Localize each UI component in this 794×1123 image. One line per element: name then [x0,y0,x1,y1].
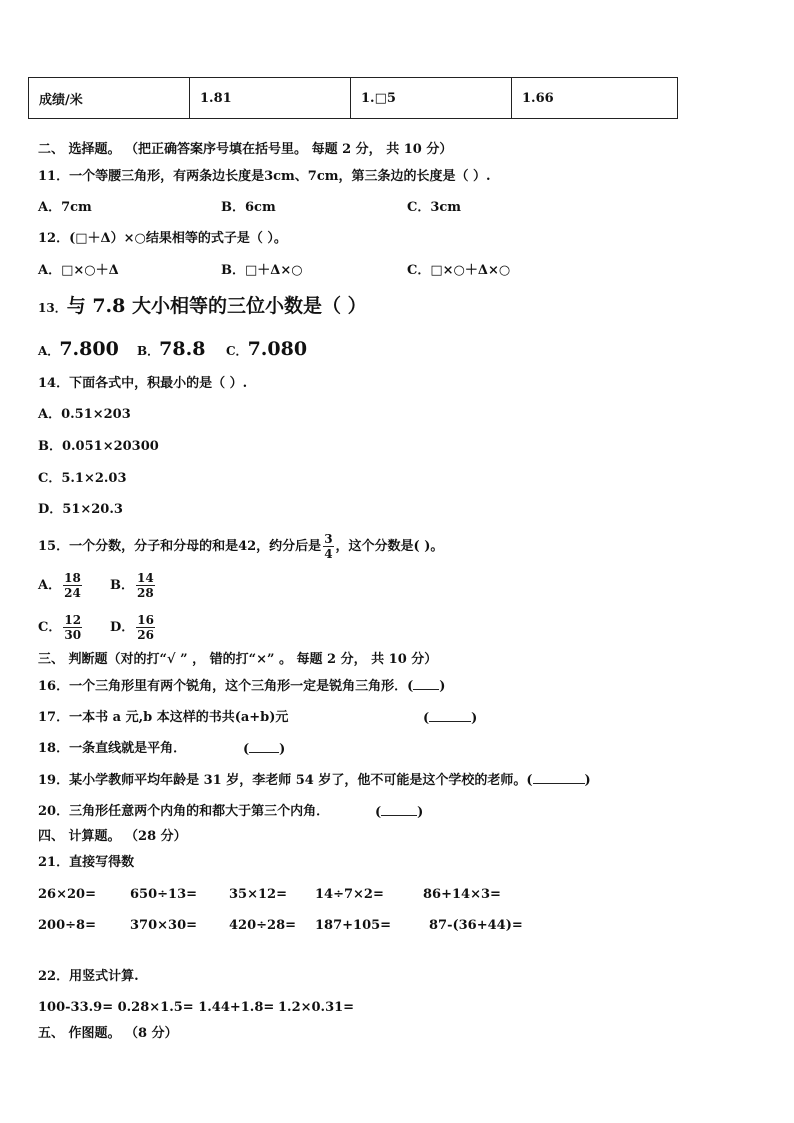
question-18-stem: 18．一条直线就是平角． [38,741,187,756]
calc-item: 100-33.9= 0.28×1.5= 1.44+1.8= [38,1000,275,1015]
fraction-numerator: 16 [137,613,154,627]
open-paren: ( [243,742,250,757]
open-paren: ( [375,805,382,820]
question-19 [38,771,591,790]
fraction-numerator: 3 [324,532,333,546]
fraction-numerator: 14 [137,571,154,585]
q11-option-a: A．7cm [38,200,92,215]
answer-blank[interactable] [429,709,471,722]
fraction [136,613,155,642]
question-13-stem: 与 7.8 大小相等的三位小数是（ ） [66,295,367,317]
q15-option-c [38,612,84,644]
q13-option-b [137,337,205,364]
option-value: 7.800 [59,338,119,360]
answer-blank[interactable] [249,740,279,753]
calc-item: 370×30= [130,918,198,933]
q14-option-d: D．51×20.3 [38,502,123,517]
section-heading-draw: 五、 作图题。 （8 分） [38,1026,178,1041]
option-value: 7.080 [247,338,308,360]
question-13 [38,294,367,321]
calc-item: 86+14×3= [423,887,501,902]
q15-option-b [110,570,157,602]
q15-stem-pre: 15．一个分数，分子和分母的和是42，约分后是 [38,539,322,554]
option-label: B． [110,578,134,593]
answer-blank[interactable] [381,803,417,816]
question-17-stem: 17．一本书 a 元,b 本这样的书共(a+b)元 [38,710,289,725]
option-label: C． [38,620,62,635]
close-paren: ) [439,679,446,694]
calc-item: 187+105= [315,918,392,933]
fraction-denominator: 26 [137,628,154,642]
fraction-denominator: 30 [64,628,82,642]
close-paren: ) [279,742,286,757]
q15-option-a [38,570,84,602]
table-cell: 1.□5 [351,78,512,119]
section-heading-choice: 二、 选择题。 （把正确答案序号填在括号里。 每题 2 分， 共 10 分） [38,142,453,157]
table-cell: 1.81 [190,78,351,119]
question-17-answer [423,709,477,728]
question-20-stem: 20．三角形任意两个内角的和都大于第三个内角． [38,804,330,819]
question-16 [38,677,445,696]
open-paren: ( [423,711,430,726]
q11-option-b: B．6cm [221,200,276,215]
section-heading-calc: 四、 计算题。 （28 分） [38,829,187,844]
question-19-stem: 19．某小学教师平均年龄是 31 岁，李老师 54 岁了，他不可能是这个学校的老师。( [38,773,533,788]
score-table [28,77,678,119]
fraction-numerator: 12 [64,613,82,627]
q14-option-c: C．5.1×2.03 [38,471,127,486]
calc-item: 35×12= [229,887,287,902]
q12-option-a: A．□×○＋Δ [38,263,119,278]
option-label: B． [137,344,160,358]
question-20-answer [375,803,423,822]
option-value: 78.8 [159,338,206,360]
q11-option-c: C．3cm [407,200,462,215]
calc-item: 420÷28= [229,918,297,933]
section-heading-judge: 三、 判断题（对的打“√ ” ， 错的打“×” 。 每题 2 分， 共 10 分） [38,652,438,667]
q13-option-a [38,337,119,364]
table-cell: 成绩/米 [29,78,190,119]
answer-blank[interactable] [533,771,585,784]
fraction [63,613,82,642]
option-label: C． [226,344,248,358]
close-paren: ) [417,805,424,820]
calc-item: 87-(36+44)= [429,918,523,933]
question-22-title: 22．用竖式计算. [38,969,139,984]
table-cell: 1.66 [512,78,678,119]
calc-item: 1.2×0.31= [278,1000,355,1015]
question-21-title: 21．直接写得数 [38,855,135,870]
question-14-stem: 14．下面各式中，积最小的是（ ）. [38,376,248,391]
fraction [136,571,155,600]
q14-option-b: B．0.051×20300 [38,439,159,454]
question-16-stem: 16．一个三角形里有两个锐角，这个三角形一定是锐角三角形．( [38,679,414,694]
table-row [29,78,678,119]
option-label: A． [38,344,60,358]
fraction-numerator: 18 [64,571,81,585]
q14-option-a: A．0.51×203 [38,407,131,422]
question-12-stem: 12．(□＋Δ）×○结果相等的式子是（ ）。 [38,231,287,246]
q12-option-b: B．□＋Δ×○ [221,263,303,278]
question-18-answer [243,740,285,759]
calc-item: 26×20= [38,887,96,902]
calc-item: 650÷13= [130,887,198,902]
q15-stem-post: ，这个分数是( )。 [335,539,444,554]
answer-blank[interactable] [413,677,439,690]
option-label: D． [110,620,135,635]
calc-item: 14÷7×2= [315,887,384,902]
q13-option-c [226,337,307,364]
question-13-number: 13． [38,301,67,315]
question-15-stem [38,532,443,561]
option-label: A． [38,578,62,593]
fraction-denominator: 28 [137,586,154,600]
q12-option-c: C．□×○＋Δ×○ [407,263,511,278]
q15-option-d [110,612,157,644]
fraction [323,532,333,561]
fraction [63,571,82,600]
fraction-denominator: 4 [324,547,333,561]
close-paren: ) [584,773,591,788]
calc-item: 200÷8= [38,918,96,933]
close-paren: ) [471,711,478,726]
question-11-stem: 11．一个等腰三角形，有两条边长度是3cm、7cm，第三条边的长度是（ ）. [38,169,491,184]
fraction-denominator: 24 [64,586,81,600]
